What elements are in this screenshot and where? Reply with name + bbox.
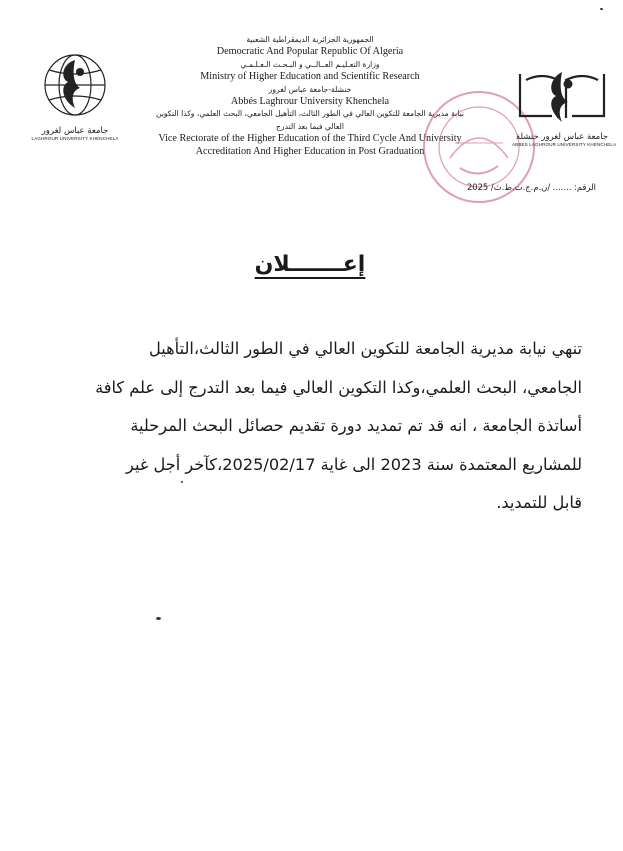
republic-en: Democratic And Popular Republic Of Algeria (216, 46, 404, 58)
title-text: إعـــــــلان (254, 252, 366, 277)
scan-speck (600, 8, 603, 10)
republic-ar: الجمهورية الجزائرية الديمقراطية الشعبية (246, 35, 374, 44)
right-logo-caption-en: ABBES LAGHROUR UNIVERSITY KHENCHELA (512, 142, 617, 147)
vice-rectorate-en-2: Accreditation And Higher Education in Post Graduation (195, 145, 425, 157)
scan-speck (156, 617, 161, 620)
body-line: قابل للتمديد. (496, 493, 582, 512)
scan-speck (181, 481, 183, 483)
university-logo-left (30, 52, 120, 140)
left-logo-caption-ar: جامعة عباس لغرور (41, 126, 109, 136)
body-line: للمشاريع المعتمدة سنة 2023 الى غاية 2025/02/17،كآخر أجل غير (126, 454, 582, 474)
university-ar: خنشلة-جامعة عباس لغرور (268, 84, 352, 94)
announcement-body (40, 330, 582, 523)
globe-logo-icon (30, 52, 120, 122)
announcement-title (220, 252, 400, 277)
body-line: الجامعي، البحث العلمي،وكذا التكوين العالي فيما بعد التدرج إلى علم كافة (95, 377, 582, 397)
right-logo-caption-ar: جامعة عباس لغرور خنشلة (515, 132, 609, 142)
ministry-ar: وزارة التعـليـم العــالــي و البـحـث الـعـلـمـي (240, 59, 380, 69)
ministry-en: Ministry of Higher Education and Scientific Research (200, 71, 420, 83)
body-line: أساتذة الجامعة ، انه قد تم تمديد دورة تقديم حصائل البحث المرحلية (130, 416, 582, 435)
book-logo-icon (512, 66, 612, 128)
reference-number: الرقم: ....... /ن.م.ج.ت.ط.ث/ 2025 (466, 182, 596, 192)
university-en: Abbés Laghrour University Khenchela (230, 96, 390, 108)
vice-rectorate-ar-2: العالي فيما بعد التدرج (276, 121, 344, 131)
body-line: تنهي نيابة مديرية الجامعة للتكوين العالي في الطور الثالث،التأهيل (148, 339, 582, 358)
vice-rectorate-en-1: Vice Rectorate of the Higher Education of the Third Cycle And University (158, 133, 462, 145)
vice-rectorate-ar-1: نيابة مديرية الجامعة للتكوين العالي في الطور الثالث، التأهيل الجامعي، البحث العلمي، وكذا التكوين (155, 109, 465, 119)
university-logo-right (512, 66, 617, 152)
left-logo-caption-en: LAGHROUR UNIVERSITY KHENCHELA (31, 136, 119, 141)
